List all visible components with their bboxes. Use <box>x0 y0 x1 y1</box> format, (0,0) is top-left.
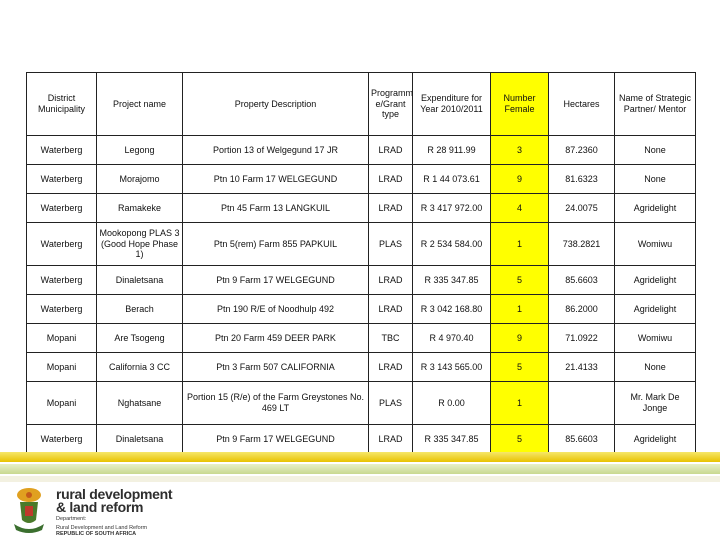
coat-of-arms-icon <box>10 486 48 536</box>
table-cell: PLAS <box>369 223 413 266</box>
table-cell: None <box>615 165 696 194</box>
header-grant-type: Programm e/Grant type <box>369 73 413 136</box>
table-cell: Ptn 190 R/E of Noodhulp 492 <box>183 295 369 324</box>
department-logo <box>10 486 200 538</box>
table-cell: R 335 347.85 <box>413 425 491 454</box>
table-cell: Womiwu <box>615 223 696 266</box>
table-cell: 86.2000 <box>549 295 615 324</box>
table-cell: Ptn 9 Farm 17 WELGEGUND <box>183 266 369 295</box>
table-cell: R 1 44 073.61 <box>413 165 491 194</box>
table-cell: LRAD <box>369 194 413 223</box>
table-cell: Morajomo <box>97 165 183 194</box>
table-cell: Waterberg <box>27 136 97 165</box>
brand-line-1: rural development <box>56 486 173 502</box>
table-cell: Waterberg <box>27 425 97 454</box>
table-cell: Waterberg <box>27 295 97 324</box>
table-cell: Mopani <box>27 382 97 425</box>
header-expenditure: Expenditure for Year 2010/2011 <box>413 73 491 136</box>
table-cell: 1 <box>491 382 549 425</box>
table-cell: Agridelight <box>615 194 696 223</box>
department-label: Department: <box>56 516 87 522</box>
table-cell: 5 <box>491 353 549 382</box>
table-cell: 85.6603 <box>549 266 615 295</box>
table-cell: Dinaletsana <box>97 425 183 454</box>
table-cell: R 0.00 <box>413 382 491 425</box>
table-cell: R 2 534 584.00 <box>413 223 491 266</box>
brand-line-2: & land reform <box>56 499 144 515</box>
table-cell: LRAD <box>369 425 413 454</box>
table-cell: Ptn 45 Farm 13 LANGKUIL <box>183 194 369 223</box>
footer-band-gold <box>0 452 720 462</box>
table-cell: R 3 143 565.00 <box>413 353 491 382</box>
table-cell: 5 <box>491 425 549 454</box>
table-cell: 5 <box>491 266 549 295</box>
table-row <box>27 382 696 425</box>
table-cell: TBC <box>369 324 413 353</box>
table-cell: LRAD <box>369 165 413 194</box>
table-cell: 9 <box>491 324 549 353</box>
data-table-wrapper <box>26 72 695 454</box>
table-cell: Are Tsogeng <box>97 324 183 353</box>
table-cell: R 335 347.85 <box>413 266 491 295</box>
table-row <box>27 223 696 266</box>
header-district: District Municipality <box>27 73 97 136</box>
table-cell: R 4 970.40 <box>413 324 491 353</box>
table-cell: LRAD <box>369 136 413 165</box>
table-cell: 21.4133 <box>549 353 615 382</box>
table-cell: Ptn 5(rem) Farm 855 PAPKUIL <box>183 223 369 266</box>
table-cell: 1 <box>491 223 549 266</box>
table-row <box>27 324 696 353</box>
table-cell: Agridelight <box>615 266 696 295</box>
header-property-description: Property Description <box>183 73 369 136</box>
table-cell: 87.2360 <box>549 136 615 165</box>
table-cell: Ptn 10 Farm 17 WELGEGUND <box>183 165 369 194</box>
table-cell: California 3 CC <box>97 353 183 382</box>
table-cell: None <box>615 136 696 165</box>
table-cell: Waterberg <box>27 223 97 266</box>
table-cell: 1 <box>491 295 549 324</box>
table-row <box>27 136 696 165</box>
table-cell: R 28 911.99 <box>413 136 491 165</box>
table-cell: 3 <box>491 136 549 165</box>
table-cell <box>549 382 615 425</box>
table-cell: 24.0075 <box>549 194 615 223</box>
table-row <box>27 194 696 223</box>
footer-band-light <box>0 476 720 482</box>
table-cell: None <box>615 353 696 382</box>
table-cell: Mr. Mark De Jonge <box>615 382 696 425</box>
table-cell: Womiwu <box>615 324 696 353</box>
table-row <box>27 353 696 382</box>
table-cell: Ptn 20 Farm 459 DEER PARK <box>183 324 369 353</box>
table-row <box>27 425 696 454</box>
table-cell: Waterberg <box>27 165 97 194</box>
table-cell: Waterberg <box>27 266 97 295</box>
table-cell: Portion 13 of Welgegund 17 JR <box>183 136 369 165</box>
table-cell: LRAD <box>369 295 413 324</box>
table-cell: Ramakeke <box>97 194 183 223</box>
table-cell: R 3 042 168.80 <box>413 295 491 324</box>
table-cell: PLAS <box>369 382 413 425</box>
header-strategic-partner: Name of Strategic Partner/ Mentor <box>615 73 696 136</box>
country-name: REPUBLIC OF SOUTH AFRICA <box>56 531 137 537</box>
table-cell: 4 <box>491 194 549 223</box>
table-row <box>27 266 696 295</box>
header-project-name: Project name <box>97 73 183 136</box>
logo-text <box>56 488 172 538</box>
project-table <box>26 72 696 454</box>
table-cell: 81.6323 <box>549 165 615 194</box>
table-cell: LRAD <box>369 266 413 295</box>
table-cell: Agridelight <box>615 425 696 454</box>
table-header-row <box>27 73 696 136</box>
table-cell: Portion 15 (R/e) of the Farm Greystones No. 469 LT <box>183 382 369 425</box>
table-row <box>27 295 696 324</box>
table-cell: Dinaletsana <box>97 266 183 295</box>
header-hectares: Hectares <box>549 73 615 136</box>
header-number-female: Number Female <box>491 73 549 136</box>
table-cell: Ptn 3 Farm 507 CALIFORNIA <box>183 353 369 382</box>
table-cell: Agridelight <box>615 295 696 324</box>
table-cell: 71.0922 <box>549 324 615 353</box>
table-cell: Ptn 9 Farm 17 WELGEGUND <box>183 425 369 454</box>
table-cell: R 3 417 972.00 <box>413 194 491 223</box>
table-cell: 9 <box>491 165 549 194</box>
table-cell: 85.6603 <box>549 425 615 454</box>
table-cell: Waterberg <box>27 194 97 223</box>
table-row <box>27 165 696 194</box>
table-cell: Mopani <box>27 353 97 382</box>
table-cell: Legong <box>97 136 183 165</box>
table-cell: Nghatsane <box>97 382 183 425</box>
table-cell: Berach <box>97 295 183 324</box>
table-cell: Mookopong PLAS 3 (Good Hope Phase 1) <box>97 223 183 266</box>
table-cell: Mopani <box>27 324 97 353</box>
footer-band-green <box>0 464 720 474</box>
department-name: Rural Development and Land Reform <box>56 524 148 531</box>
table-cell: 738.2821 <box>549 223 615 266</box>
table-cell: LRAD <box>369 353 413 382</box>
